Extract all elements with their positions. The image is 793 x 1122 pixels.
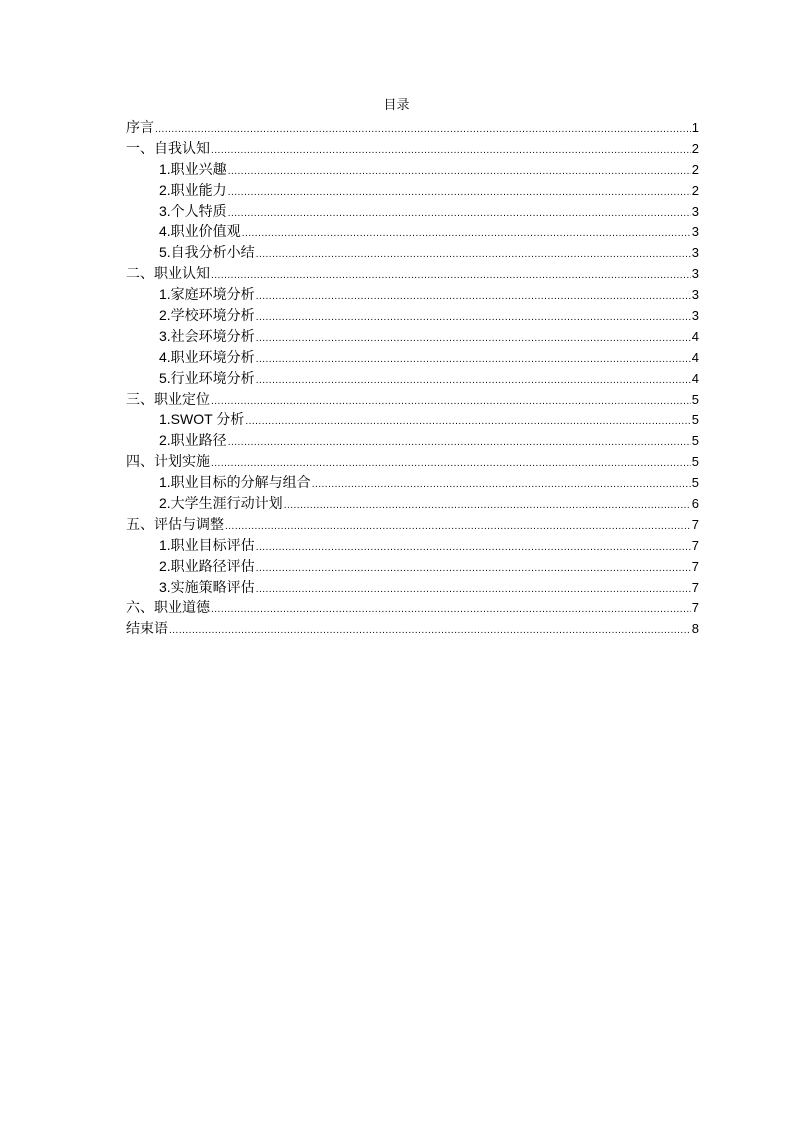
- toc-dot-leader: [169, 621, 691, 642]
- toc-entry[interactable]: [126, 389, 699, 410]
- toc-entry[interactable]: [126, 618, 699, 639]
- toc-entry-label: 1.家庭环境分析: [159, 286, 255, 303]
- toc-entry[interactable]: [126, 305, 699, 326]
- toc-entry-page-number: 4: [691, 328, 699, 344]
- toc-dot-leader: [228, 183, 691, 204]
- toc-entry-page-number: 5: [691, 433, 699, 449]
- toc-entry[interactable]: [126, 451, 699, 472]
- toc-entry-page-number: 7: [691, 516, 699, 532]
- toc-entry-label: 5.自我分析小结: [159, 244, 255, 261]
- toc-entry[interactable]: [126, 597, 699, 618]
- toc-dot-leader: [228, 433, 691, 454]
- toc-dot-leader: [256, 580, 691, 601]
- toc-entry-label: 2.职业能力: [159, 181, 227, 198]
- toc-entry-label: 三、职业定位: [126, 390, 210, 407]
- toc-dot-leader: [228, 204, 691, 225]
- toc-dot-leader: [225, 517, 691, 538]
- toc-entry[interactable]: [126, 368, 699, 389]
- toc-entry-label: 序言: [126, 119, 154, 135]
- toc-entry-page-number: 3: [691, 203, 699, 219]
- toc-entry[interactable]: [126, 556, 699, 577]
- toc-entry[interactable]: [126, 326, 699, 347]
- toc-entry-label: 一、自我认知: [126, 139, 210, 156]
- toc-entry-page-number: 5: [691, 391, 699, 407]
- toc-entry-label: 五、评估与调整: [126, 515, 224, 532]
- toc-entry[interactable]: [126, 138, 699, 159]
- toc-entry-label: 3.个人特质: [159, 202, 227, 219]
- toc-entry-page-number: 3: [691, 245, 699, 261]
- toc-dot-leader: [256, 350, 691, 371]
- toc-entry-label: 1.职业兴趣: [159, 160, 227, 177]
- toc-entry-page-number: 2: [691, 161, 699, 177]
- toc-entry-page-number: 6: [691, 496, 699, 512]
- toc-entry[interactable]: [126, 263, 699, 284]
- toc-entry-page-number: 3: [691, 224, 699, 240]
- toc-dot-leader: [256, 245, 691, 266]
- toc-entry[interactable]: [126, 221, 699, 242]
- toc-dot-leader: [284, 496, 691, 517]
- toc-entry-label: 二、职业认知: [126, 265, 210, 282]
- toc-entry-page-number: 5: [691, 475, 699, 491]
- toc-dot-leader: [242, 224, 691, 245]
- toc-entry-label: 结束语: [126, 620, 168, 637]
- toc-dot-leader: [256, 371, 691, 392]
- toc-entry-page-number: 7: [691, 600, 699, 616]
- toc-entry[interactable]: [126, 514, 699, 535]
- toc-entry-label: 3.实施策略评估: [159, 578, 255, 595]
- toc-entry-page-number: 2: [691, 182, 699, 198]
- toc-entry-label: 2.职业路径评估: [159, 557, 255, 574]
- toc-entry-label: 1.职业目标的分解与组合: [159, 474, 311, 491]
- toc-dot-leader: [211, 141, 691, 162]
- toc-entry-page-number: 7: [691, 558, 699, 574]
- toc-entry[interactable]: [126, 180, 699, 201]
- toc-entry[interactable]: [126, 472, 699, 493]
- toc-entry-label: 四、计划实施: [126, 453, 210, 470]
- toc-entry[interactable]: [126, 430, 699, 451]
- toc-entry[interactable]: [126, 117, 699, 138]
- toc-dot-leader: [312, 475, 691, 496]
- toc-entry-label: 2.学校环境分析: [159, 307, 255, 324]
- toc-entry[interactable]: [126, 201, 699, 222]
- toc-dot-leader: [228, 162, 691, 183]
- toc-entry-page-number: 5: [691, 454, 699, 470]
- toc-dot-leader: [211, 600, 691, 621]
- toc-dot-leader: [256, 308, 691, 329]
- toc-entry-label: 3.社会环境分析: [159, 327, 255, 344]
- toc-entry-page-number: 8: [691, 621, 699, 637]
- toc-entry[interactable]: [126, 242, 699, 263]
- toc-dot-leader: [256, 329, 691, 350]
- toc-entry-label: 六、职业道德: [126, 599, 210, 616]
- toc-entry[interactable]: [126, 577, 699, 598]
- toc-entry-page-number: 4: [691, 370, 699, 386]
- toc-dot-leader: [256, 559, 691, 580]
- toc-entry-label: 2.大学生涯行动计划: [159, 495, 283, 512]
- toc-entry-label: 1.职业目标评估: [159, 536, 255, 553]
- toc-entry-label: 4.职业价值观: [159, 223, 241, 240]
- toc-entry-page-number: 3: [691, 266, 699, 282]
- toc-title: 目录: [383, 97, 410, 112]
- toc-entry-page-number: 5: [691, 412, 699, 428]
- toc-entry-label: 2.职业路径: [159, 432, 227, 449]
- toc-dot-leader: [211, 266, 691, 287]
- toc-dot-leader: [155, 120, 691, 141]
- toc-dot-leader: [245, 412, 690, 433]
- toc-entry-label: 5.行业环境分析: [159, 369, 255, 386]
- table-of-contents: [126, 117, 699, 639]
- toc-entry-page-number: 3: [691, 308, 699, 324]
- toc-dot-leader: [211, 392, 691, 413]
- toc-entry-page-number: 3: [691, 287, 699, 303]
- toc-entry-page-number: 7: [691, 537, 699, 553]
- toc-entry[interactable]: [126, 347, 699, 368]
- toc-dot-leader: [256, 287, 691, 308]
- toc-dot-leader: [256, 538, 691, 559]
- toc-entry-page-number: 4: [691, 349, 699, 365]
- toc-entry[interactable]: [126, 284, 699, 305]
- toc-entry-page-number: 2: [691, 140, 699, 156]
- toc-entry-label: 1.SWOT 分析: [159, 411, 245, 428]
- toc-entry[interactable]: [126, 159, 699, 180]
- toc-entry[interactable]: [126, 409, 699, 430]
- toc-entry[interactable]: [126, 535, 699, 556]
- toc-entry[interactable]: [126, 493, 699, 514]
- toc-entry-page-number: 7: [691, 579, 699, 595]
- toc-entry-page-number: 1: [691, 120, 699, 135]
- toc-entry-label: 4.职业环境分析: [159, 348, 255, 365]
